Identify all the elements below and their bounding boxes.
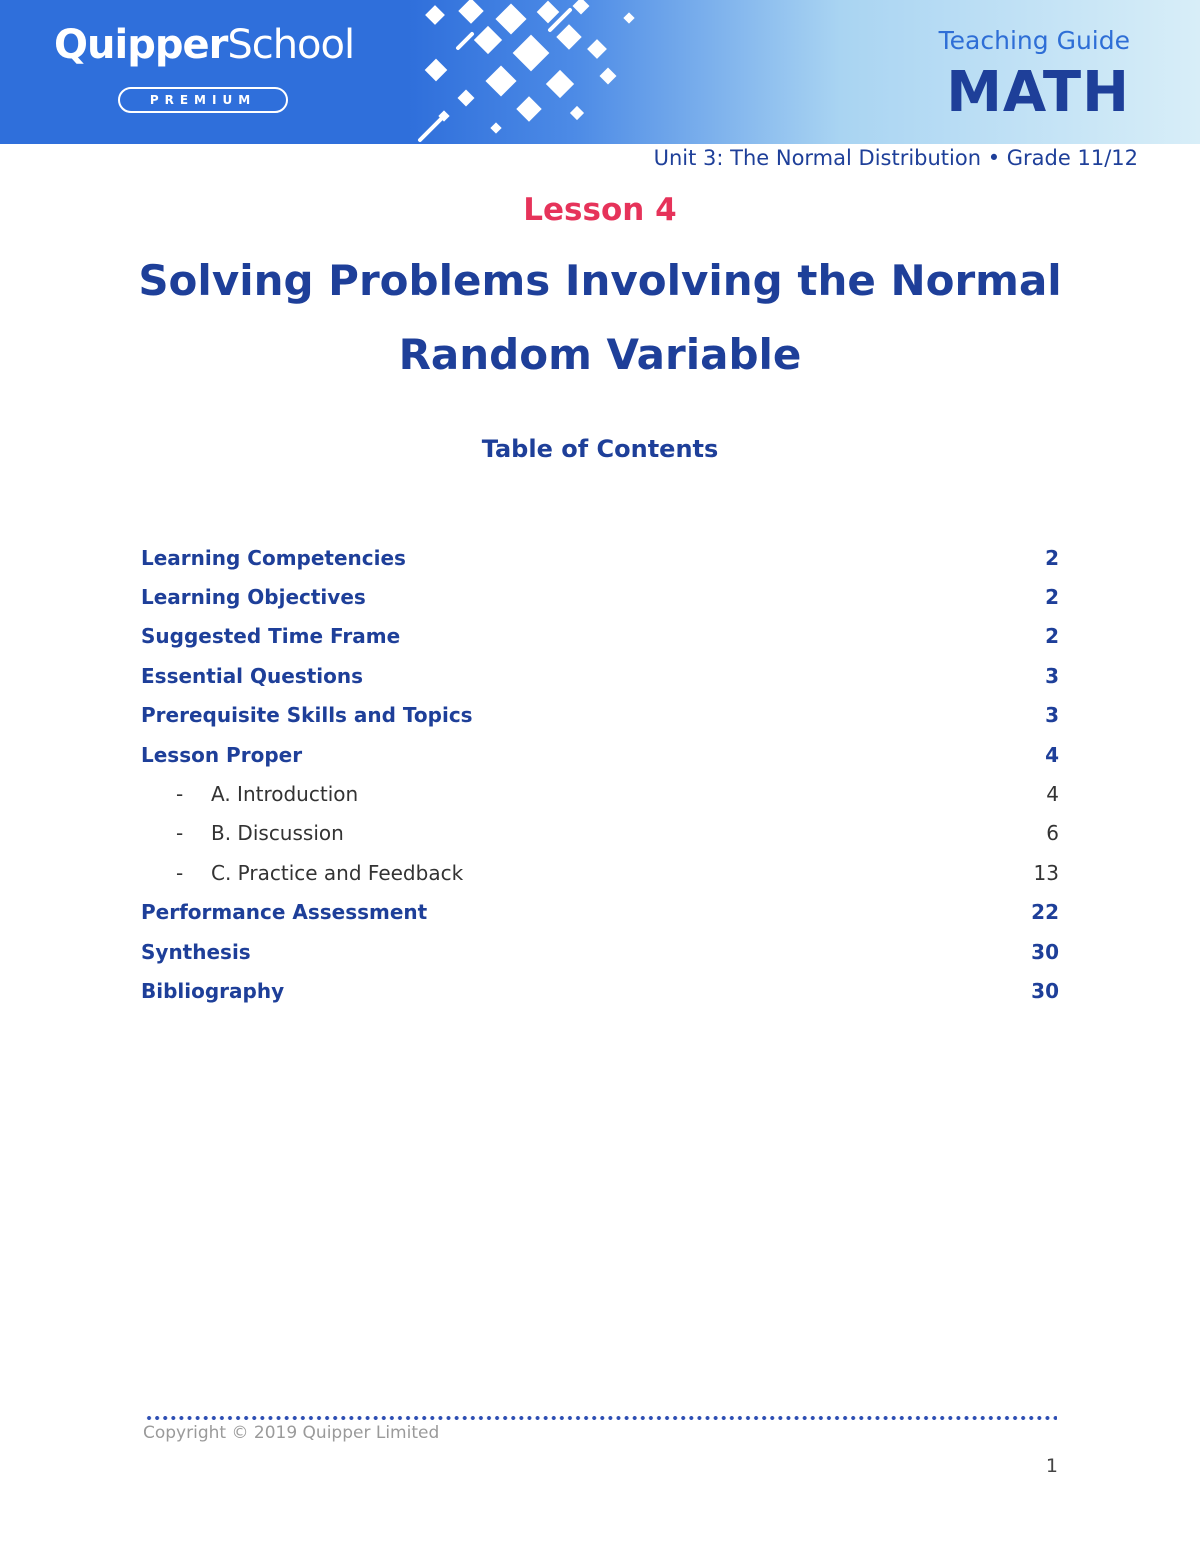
diamond-pattern-icon	[400, 0, 660, 144]
toc-entry-label: Prerequisite Skills and Topics	[141, 703, 473, 728]
toc-entry-label: Performance Assessment	[141, 900, 428, 925]
toc-heading: Table of Contents	[481, 435, 719, 463]
toc-entry-synthesis[interactable]	[141, 932, 1059, 971]
toc-entry-discussion[interactable]	[141, 814, 1059, 853]
page-title-line-2: Random Variable	[398, 330, 802, 379]
toc-entry-page: 13	[1033, 860, 1059, 885]
toc-entry-bullet: -	[176, 782, 184, 807]
footer-dotted-divider	[145, 1416, 1057, 1420]
unit-grade-line: Unit 3: The Normal Distribution • Grade 11/12	[653, 146, 1138, 170]
toc-entry-page: 3	[1045, 663, 1059, 688]
teaching-guide-label: Teaching Guide	[938, 26, 1130, 55]
toc-entry-page: 22	[1031, 900, 1059, 925]
toc-entry-label: Lesson Proper	[141, 742, 303, 767]
quipper-school-logo	[54, 22, 354, 68]
toc-entry-page: 2	[1045, 624, 1059, 649]
page-number: 1	[1045, 1455, 1058, 1477]
toc-entry-bullet: -	[176, 860, 184, 885]
toc-entry-learning-competencies[interactable]	[141, 538, 1059, 577]
toc-entry-label: C. Practice and Feedback	[211, 860, 464, 885]
toc-entry-label: Essential Questions	[141, 663, 364, 688]
subject-title: MATH	[946, 60, 1130, 125]
toc-entry-page: 4	[1045, 742, 1059, 767]
toc-entry-essential-questions[interactable]	[141, 656, 1059, 695]
toc-entry-label: Bibliography	[141, 978, 285, 1003]
toc-entry-suggested-time-frame[interactable]	[141, 617, 1059, 656]
toc-entry-page: 2	[1045, 585, 1059, 610]
copyright-notice: Copyright © 2019 Quipper Limited	[143, 1423, 440, 1443]
lesson-label: Lesson 4	[523, 192, 677, 228]
toc-entry-introduction[interactable]	[141, 774, 1059, 813]
toc-entry-page: 4	[1046, 782, 1059, 807]
page-title	[100, 244, 1100, 392]
premium-badge: PREMIUM	[118, 87, 288, 113]
toc-entry-bullet: -	[176, 821, 184, 846]
logo-brand-regular: School	[227, 22, 355, 68]
toc-entry-bibliography[interactable]	[141, 971, 1059, 1010]
logo-brand-bold: Quipper	[54, 22, 228, 68]
toc-entry-label: Synthesis	[141, 939, 251, 964]
toc-entry-label: A. Introduction	[211, 782, 359, 807]
toc-entry-page: 6	[1046, 821, 1059, 846]
toc-entry-page: 30	[1031, 939, 1059, 964]
toc-entry-page: 2	[1045, 545, 1059, 570]
toc-entry-label: Learning Competencies	[141, 545, 406, 570]
toc-entry-label: B. Discussion	[211, 821, 344, 846]
page-title-line-1: Solving Problems Involving the Normal	[138, 256, 1062, 305]
toc-entry-performance-assessment[interactable]	[141, 893, 1059, 932]
header-banner	[0, 0, 1200, 144]
toc-entry-prerequisite-skills[interactable]	[141, 696, 1059, 735]
toc-entry-page: 30	[1031, 978, 1059, 1003]
toc-entry-practice-feedback[interactable]	[141, 853, 1059, 892]
toc-entry-learning-objectives[interactable]	[141, 577, 1059, 616]
table-of-contents	[141, 538, 1059, 1011]
toc-entry-page: 3	[1045, 703, 1059, 728]
toc-entry-label: Learning Objectives	[141, 585, 366, 610]
toc-entry-lesson-proper[interactable]	[141, 735, 1059, 774]
toc-entry-label: Suggested Time Frame	[141, 624, 401, 649]
